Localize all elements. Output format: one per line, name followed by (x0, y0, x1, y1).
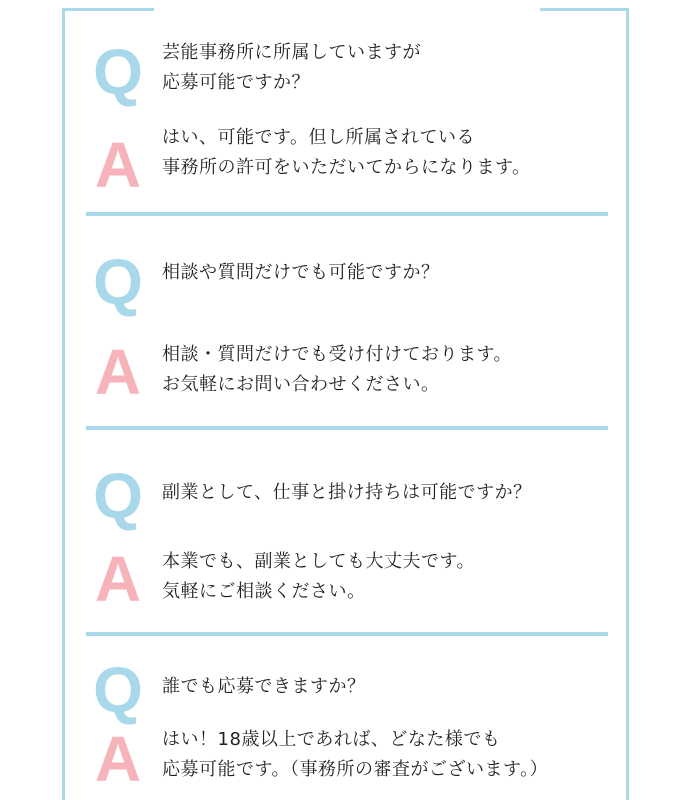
answer-line: 気軽にご相談ください。 (162, 581, 366, 602)
question-line: 応募可能ですか？ (162, 72, 310, 93)
divider (86, 426, 608, 430)
frame-top-left-border (62, 8, 154, 11)
q-mark: Q (93, 460, 143, 532)
answer-line: 本業でも、副業としても大丈夫です。 (162, 551, 476, 572)
answer-line: はい！18歳以上であれば、どなた様でも (162, 729, 501, 750)
q-mark: Q (93, 246, 143, 318)
question-text (162, 258, 612, 288)
question-line: 相談や質問だけでも可能ですか？ (162, 262, 440, 283)
answer-text (162, 123, 612, 183)
a-mark: A (94, 129, 142, 201)
a-mark: A (94, 543, 142, 615)
answer-line: 相談・質問だけでも受け付けております。 (162, 344, 513, 365)
answer-text (162, 547, 612, 607)
frame-right-border (626, 8, 629, 800)
frame-left-border (62, 8, 65, 800)
question-line: 副業として、仕事と掛け持ちは可能ですか？ (162, 482, 532, 503)
a-mark: A (94, 336, 142, 408)
answer-text (162, 340, 612, 400)
question-text (162, 672, 612, 702)
question-text (162, 38, 612, 98)
frame-top-right-border (540, 8, 629, 11)
answer-line: 事務所の許可をいただいてからになります。 (162, 157, 531, 178)
answer-line: はい、可能です。但し所属されている (162, 127, 476, 148)
a-mark: A (94, 723, 142, 795)
question-text (162, 478, 612, 508)
q-mark: Q (93, 654, 143, 726)
q-mark: Q (93, 36, 143, 108)
answer-line: お気軽にお問い合わせください。 (162, 374, 440, 395)
question-line: 誰でも応募できますか？ (162, 676, 366, 697)
question-line: 芸能事務所に所属していますが (162, 42, 421, 63)
answer-line: 応募可能です。（事務所の審査がございます。） (162, 759, 549, 780)
divider (86, 212, 608, 216)
divider (86, 632, 608, 636)
answer-text (162, 725, 612, 785)
